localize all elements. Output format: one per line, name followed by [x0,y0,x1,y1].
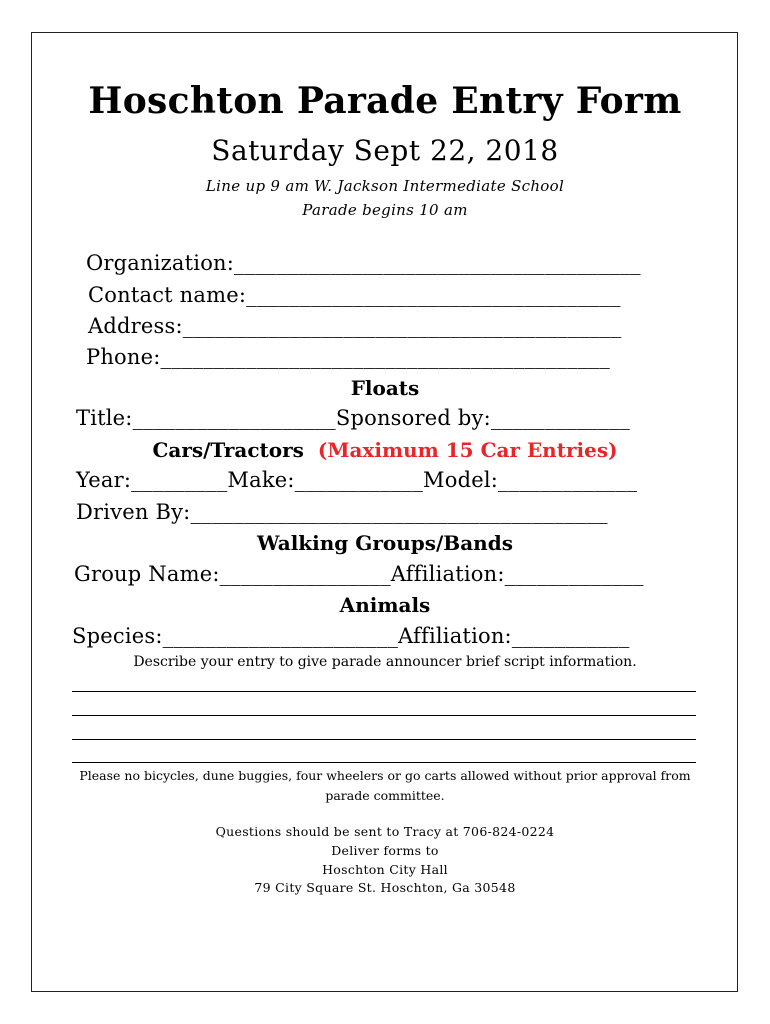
questions-contact: Questions should be sent to Tracy at 706-824-0224 [215,824,555,839]
year-make-model-field[interactable]: Year:_________Make:____________Model:_____________ [76,468,638,492]
max-car-entries-note: (Maximum 15 Car Entries) [317,438,618,462]
floats-heading: Floats [350,376,420,400]
delivery-location: Hoschton City Hall [322,862,448,877]
description-line-1[interactable] [72,691,696,692]
group-name-affiliation-field[interactable]: Group Name:________________Affiliation:_____________ [74,562,644,586]
animals-heading: Animals [339,593,431,617]
lineup-info: Line up 9 am W. Jackson Intermediate School [205,177,565,195]
species-affiliation-field[interactable]: Species:______________________Affiliation:___________ [72,624,630,648]
form-title: Hoschton Parade Entry Form [88,80,682,122]
deliver-forms-label: Deliver forms to [331,843,439,858]
vehicle-restriction-note: Please no bicycles, dune buggies, four wheelers or go carts allowed without prior approval from [79,768,691,783]
description-line-4[interactable] [72,762,696,763]
floats-title-sponsor-field[interactable]: Title:___________________Sponsored by:_____________ [76,406,630,430]
organization-field[interactable]: Organization:______________________________________ [86,251,641,275]
address-field[interactable]: Address:_________________________________________ [88,314,622,338]
event-date: Saturday Sept 22, 2018 [211,134,559,167]
description-line-2[interactable] [72,715,696,716]
driven-by-field[interactable]: Driven By:_______________________________________ [76,500,608,524]
cars-tractors-heading [0,438,770,462]
parade-start-info: Parade begins 10 am [302,201,468,219]
phone-field[interactable]: Phone:__________________________________________ [86,345,610,369]
vehicle-restriction-note-cont: parade committee. [325,788,445,803]
contact-name-field[interactable]: Contact name:___________________________________ [88,283,621,307]
describe-instructions: Describe your entry to give parade announcer brief script information. [133,654,637,670]
delivery-address: 79 City Square St. Hoschton, Ga 30548 [254,880,516,895]
description-line-3[interactable] [72,739,696,740]
walking-groups-heading: Walking Groups/Bands [257,531,513,555]
cars-tractors-label: Cars/Tractors [152,438,304,462]
